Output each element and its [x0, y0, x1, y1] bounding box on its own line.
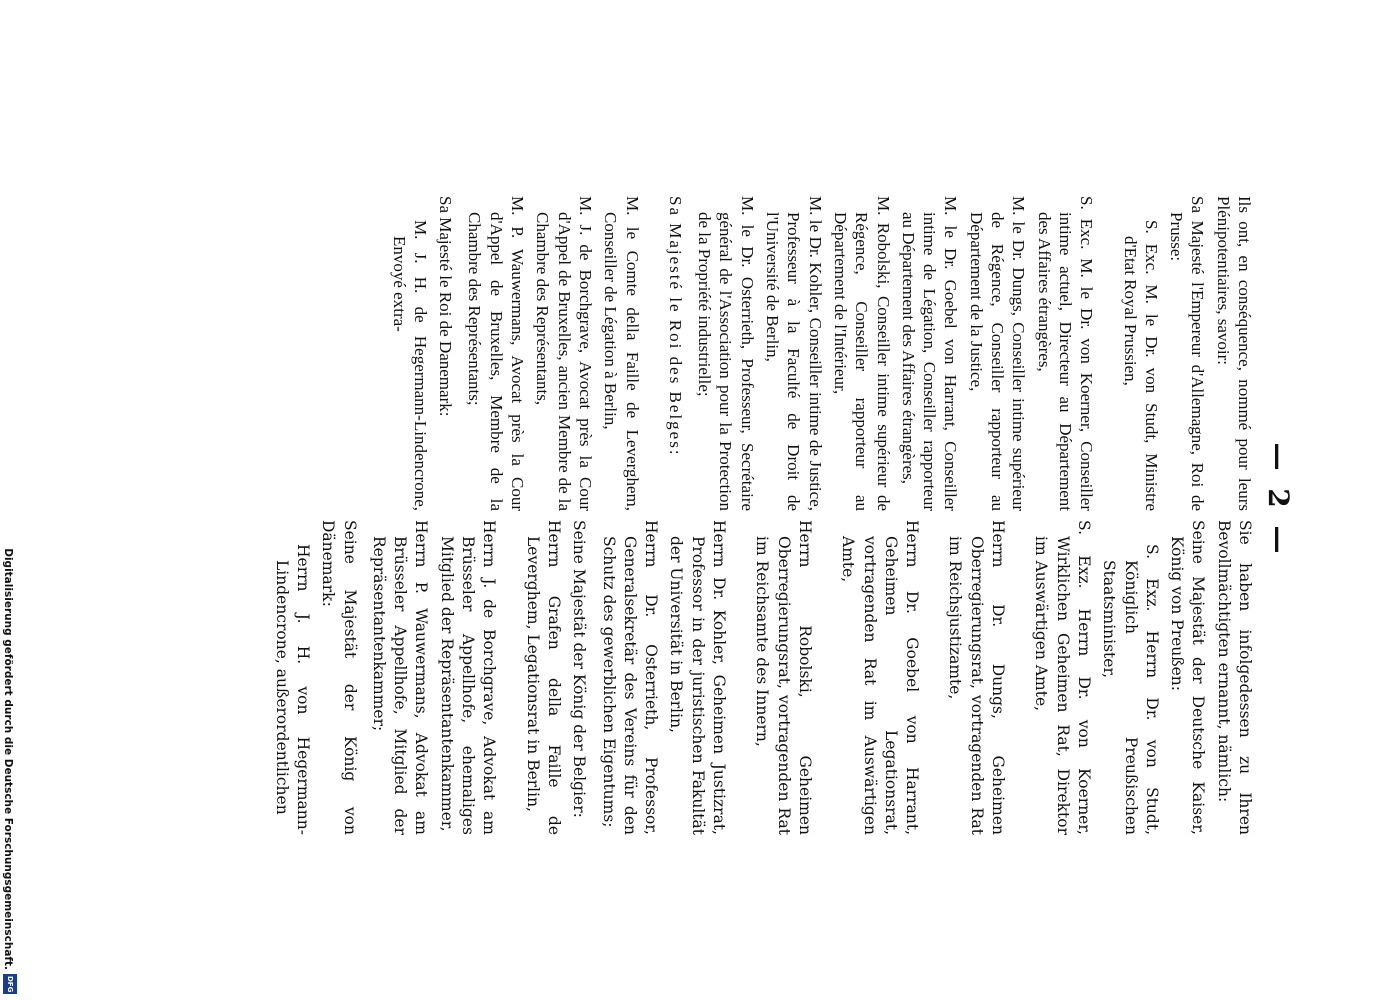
fr-entry-robolski: M. Robolski, Conseiller intime supérieur de Régence, Conseiller rapporteur au Département de l'Intérieur,	[830, 196, 893, 511]
fr-heading-denmark: Sa Majesté le Roi de Danemark:	[436, 196, 456, 417]
fr-intro: Ils ont, en conséquence, nommé pour leurs Plénipotentiaires, savoir:	[1213, 196, 1254, 511]
de-heading-belgium: Seine Majestät der König der Belgier:	[570, 520, 589, 818]
german-column	[266, 520, 1255, 835]
de-entry-robolski: Herrn Robolski, Geheimen Oberregierungsrat, vortragenden Rat im Reichsamte des Innern,	[753, 520, 814, 835]
de-entry-wauwermans: Herrn P. Wauwermans, Advokat am Brüsseler Appellhofe, Mitglied der Repräsentantenkammer;	[369, 520, 431, 835]
page-number: — 2 —	[1262, 442, 1295, 558]
dfg-logo: DFG	[3, 974, 17, 994]
fr-entry-goebel: M. le Dr. Goebel von Harrant, Conseiller intime de Légation, Conseiller rapporteur au Département des Affaires étrangères,	[898, 196, 961, 511]
fr-entry-dungs: M. le Dr. Dungs, Conseiller intime supérieur de Régence, Conseiller rapporteur au Département de la Justice,	[966, 196, 1029, 511]
fr-entry-koerner: S. Exc. M. le Dr. von Koerner, Conseiller intime actuel, Directeur au Département des Affaires étrangères,	[1034, 196, 1097, 511]
fr-heading-belgium: Sa Majesté le Roi des Belges:	[665, 196, 685, 457]
de-intro: Sie haben infolgedessen zu Ihren Bevollmächtigten ernannt, nämlich:	[1214, 520, 1254, 835]
de-heading-denmark: Seine Majestät der König von Dänemark:	[319, 520, 359, 835]
fr-entry-kohler: M. le Dr. Kohler, Conseiller intime de Justice, Professeur à la Faculté de Droit de l'Université de Berlin,	[763, 196, 825, 511]
funding-sidebar	[0, 0, 20, 1000]
de-entry-hegermann: Herrn J. H. von Hegermann-Lindencrone, außerordentlichen	[272, 544, 313, 835]
de-entry-studt: S. Exz. Herrn Dr. von Studt, Königlich Preußischen Staatsminister,	[1100, 544, 1161, 835]
fr-entry-della-faille: M. le Comte della Faille de Leverghem, Conseiller de Légation à Berlin,	[601, 196, 642, 511]
fr-entry-studt: S. Exc. M. le Dr. von Studt, Ministre d'Etat Royal Prussien,	[1120, 220, 1161, 511]
fr-entry-hegermann: M. J. H. de Hegermann-Lindencrone, Envoyé extra-	[389, 220, 430, 511]
fr-heading-germany: Sa Majesté l'Empereur d'Allemagne, Roi de Prusse:	[1167, 196, 1208, 511]
de-entry-kohler: Herrn Dr. Kohler, Geheimen Justizrat, Professor in der juristischen Fakultät der Universität in Berlin,	[667, 520, 729, 835]
de-entry-koerner: S. Exz. Herrn Dr. von Koerner, Wirklichen Geheimen Rat, Direktor im Auswärtigen Amte,	[1032, 520, 1093, 835]
de-entry-dungs: Herrn Dr. Dungs, Geheimen Oberregierungsrat, vortragenden Rat im Reichsjustizamte,	[946, 520, 1008, 835]
french-column	[384, 196, 1255, 511]
fr-entry-wauwermans: M. P. Wauwermans, Avocat près la Cour d'Appel de Bruxelles, Membre de la Chambre des Représentants;	[465, 196, 528, 511]
de-entry-della-faille: Herrn Grafen della Faille de Leverghem, Legationsrat in Berlin,	[523, 520, 563, 835]
de-entry-osterrieth: Herrn Dr. Osterrieth, Professor, Generalsekretär des Vereins für den Schutz des gewerblichen Eigentums;	[599, 520, 661, 835]
fr-entry-osterrieth: M. le Dr. Osterrieth, Professeur, Secrétaire général de l'Association pour la Protection de la Propriété industrielle;	[695, 196, 757, 511]
de-entry-borchgrave: Herrn J. de Borchgrave, Advokat am Brüsseler Appellhofe, ehemaliges Mitglied der Repräsentantenkammer,	[437, 520, 499, 835]
fr-entry-borchgrave: M. J. de Borchgrave, Avocat près la Cour d'Appel de Bruxelles, ancien Membre de la Chambre des Représentants,	[533, 196, 595, 511]
funding-note: Digitalisierung gefördert durch die Deutsche Forschungsgemeinschaft.	[2, 548, 14, 970]
de-entry-goebel: Herrn Dr. Goebel von Harrant, Geheimen Legationsrat, vortragenden Rat im Auswärtigen Amte,	[839, 520, 922, 835]
de-heading-germany: Seine Majestät der Deutsche Kaiser, König von Preußen:	[1168, 520, 1208, 835]
